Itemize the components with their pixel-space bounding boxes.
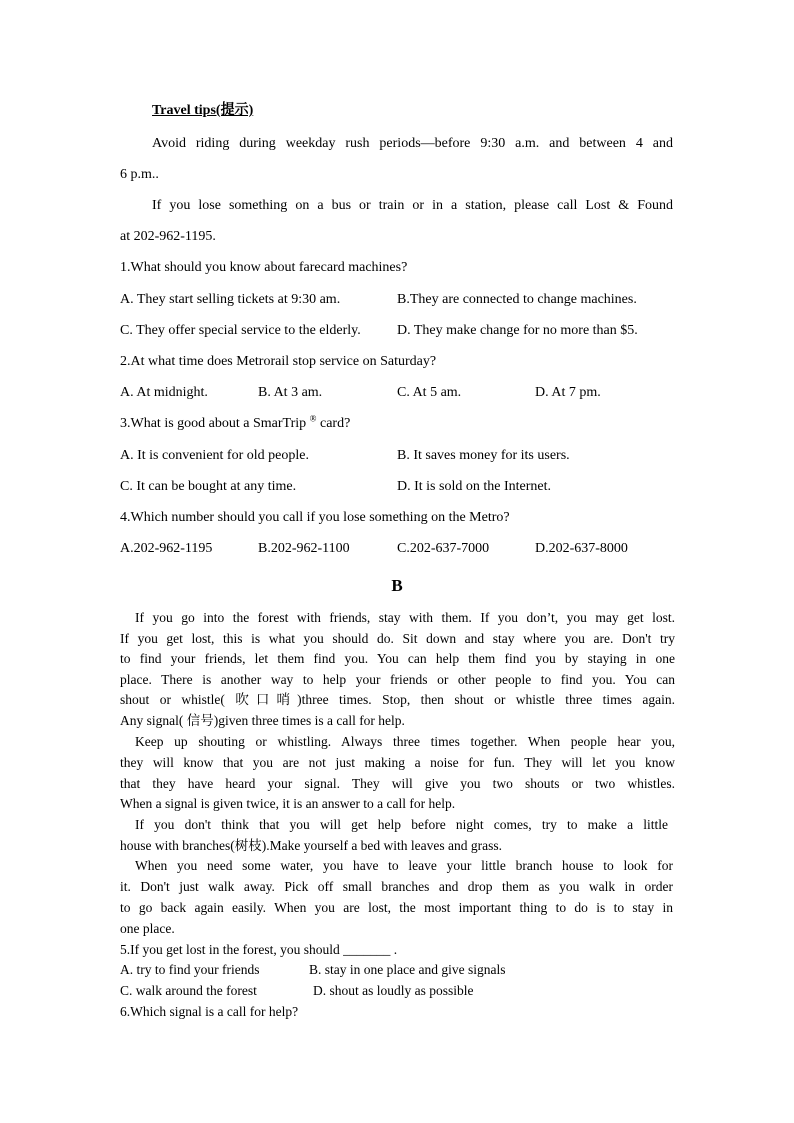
passage-line-9: that they have heard your signal. They will give you two shouts or two whistles. bbox=[120, 776, 675, 791]
q3-option-d: D. It is sold on the Internet. bbox=[397, 479, 551, 494]
passage-line-15: to go back again easily. When you are lost, the most important thing to do is to stay in bbox=[120, 900, 673, 915]
q5-option-d: D. shout as loudly as possible bbox=[313, 983, 474, 998]
passage-line-6: Any signal( 信号)given three times is a call for help. bbox=[120, 713, 405, 728]
q5-option-c: C. walk around the forest bbox=[120, 983, 257, 998]
tip2-line2: at 202-962-1195. bbox=[120, 229, 216, 244]
q4-option-b: B.202-962-1100 bbox=[258, 541, 350, 556]
q3-option-c: C. It can be bought at any time. bbox=[120, 479, 297, 494]
question-5-stem: 5.If you get lost in the forest, you should _______ . bbox=[120, 942, 398, 957]
passage-line-2: If you get lost, this is what you should do. Sit down and stay where you are. Don't try bbox=[120, 631, 675, 646]
question-3-stem bbox=[120, 415, 673, 433]
q3-stem-end: card? bbox=[316, 416, 351, 431]
passage-line-4: place. There is another way to help your friends or other people to find you. You can bbox=[120, 672, 675, 687]
passage-line-12: house with branches(树枝).Make yourself a bed with leaves and grass. bbox=[120, 838, 503, 853]
question-2-stem: 2.At what time does Metrorail stop service on Saturday? bbox=[120, 354, 437, 369]
passage-line-3: to find your friends, let them find you. You can help them find you by staying in one bbox=[120, 651, 675, 666]
passage-line-5: shout or whistle( 吹口哨)three times. Stop, then shout or whistle three times again. bbox=[120, 692, 675, 707]
question-4-stem: 4.Which number should you call if you lose something on the Metro? bbox=[120, 510, 510, 525]
passage-line-11: If you don't think that you will get help before night comes, try to make a little bbox=[135, 817, 668, 832]
passage-line-8: they will know that you are not just making a noise for fun. They will let you know bbox=[120, 755, 675, 770]
section-b-heading: B bbox=[391, 576, 403, 595]
q3-stem-text: 3.What is good about a SmarTrip bbox=[120, 416, 307, 431]
q4-option-a: A.202-962-1195 bbox=[120, 541, 213, 556]
q2-option-b: B. At 3 am. bbox=[258, 385, 323, 400]
q3-option-a: A. It is convenient for old people. bbox=[120, 448, 309, 463]
tip1-line1: Avoid riding during weekday rush periods—before 9:30 a.m. and between 4 and bbox=[152, 136, 673, 151]
q2-option-d: D. At 7 pm. bbox=[535, 385, 601, 400]
q3-option-b: B. It saves money for its users. bbox=[397, 448, 570, 463]
q2-option-a: A. At midnight. bbox=[120, 385, 208, 400]
passage-line-10: When a signal is given twice, it is an answer to a call for help. bbox=[120, 796, 456, 811]
q1-option-b: B.They are connected to change machines. bbox=[397, 292, 637, 307]
passage-line-13: When you need some water, you have to leave your little branch house to look for bbox=[135, 858, 673, 873]
q4-option-d: D.202-637-8000 bbox=[535, 541, 628, 556]
passage-line-16: one place. bbox=[120, 921, 175, 936]
q5-option-b: B. stay in one place and give signals bbox=[309, 962, 506, 977]
tip2-line1: If you lose something on a bus or train or in a station, please call Lost & Found bbox=[152, 198, 673, 213]
question-1-stem: 1.What should you know about farecard machines? bbox=[120, 260, 408, 275]
q1-option-c: C. They offer special service to the elderly. bbox=[120, 323, 361, 338]
passage-line-1: If you go into the forest with friends, stay with them. If you don’t, you may get lost. bbox=[135, 610, 675, 625]
travel-tips-heading: Travel tips(提示) bbox=[152, 103, 254, 118]
q5-option-a: A. try to find your friends bbox=[120, 962, 260, 977]
question-6-stem: 6.Which signal is a call for help? bbox=[120, 1004, 299, 1019]
tip1-line2: 6 p.m.. bbox=[120, 167, 159, 182]
q1-option-d: D. They make change for no more than $5. bbox=[397, 323, 638, 338]
q1-option-a: A. They start selling tickets at 9:30 am. bbox=[120, 292, 341, 307]
q4-option-c: C.202-637-7000 bbox=[397, 541, 490, 556]
q2-option-c: C. At 5 am. bbox=[397, 385, 462, 400]
registered-mark: ® bbox=[309, 413, 317, 424]
passage-line-7: Keep up shouting or whistling. Always three times together. When people hear you, bbox=[135, 734, 675, 749]
passage-line-14: it. Don't just walk away. Pick off small branches and drop them as you walk in order bbox=[120, 879, 673, 894]
